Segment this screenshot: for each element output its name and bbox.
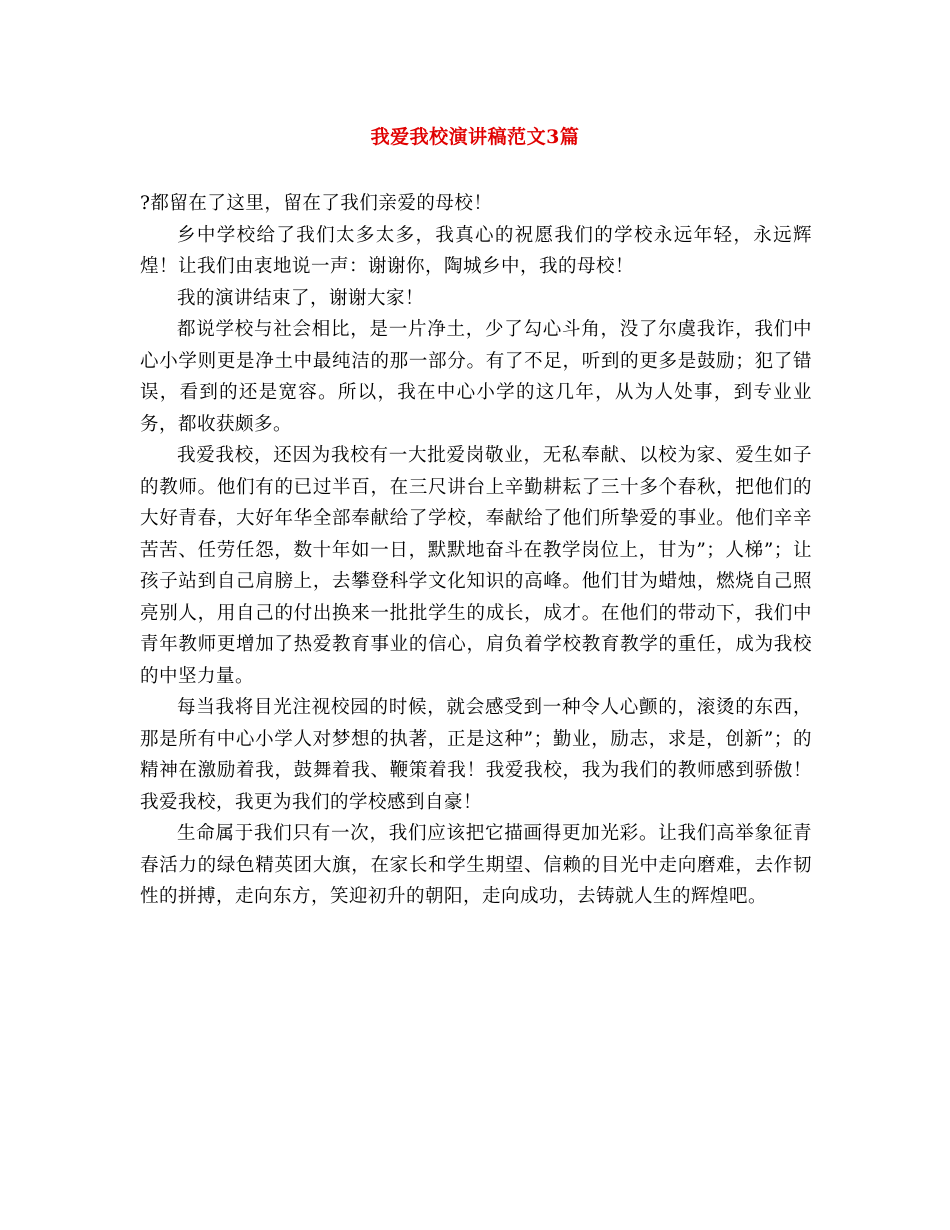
paragraph-2: 乡中学校给了我们太多太多，我真心的祝愿我们的学校永远年轻，永远辉煌！让我们由衷地说一声：谢谢你，陶城乡中，我的母校！ bbox=[140, 224, 812, 277]
document-title: 我爱我校演讲稿范文3篇 bbox=[370, 126, 580, 148]
paragraph-4: 都说学校与社会相比，是一片净土，少了勾心斗角，没了尔虞我诈，我们中心小学则更是净土中最纯洁的那一部分。有了不足，听到的更多是鼓励；犯了错误，看到的还是宽容。所以，我在中心小学的这几年，从为人处事，到专业业务，都收获颇多。 bbox=[140, 319, 812, 435]
paragraph-1: ?都留在了这里，留在了我们亲爱的母校！ bbox=[140, 193, 493, 214]
document-body bbox=[140, 188, 812, 913]
paragraph-3: 我的演讲结束了，谢谢大家！ bbox=[177, 287, 425, 309]
paragraph-5: 我爱我校，还因为我校有一大批爱岗敬业，无私奉献、以校为家、爱生如子的教师。他们有的已过半百，在三尺讲台上辛勤耕耘了三十多个春秋，把他们的大好青春，大好年华全部奉献给了学校，奉献给了他们所挚爱的事业。他们辛辛苦苦、任劳任怨，数十年如一日，默默地奋斗在教学岗位上，甘为”；人梯”；让孩子站到自己肩膀上，去攀登科学文化知识的高峰。他们甘为蜡烛，燃烧自己照亮别人，用自己的付出换来一批批学生的成长，成才。在他们的带动下，我们中青年教师更增加了热爱教育事业的信心，肩负着学校教育教学的重任，成为我校的中坚力量。 bbox=[140, 445, 812, 687]
paragraph-7: 生命属于我们只有一次，我们应该把它描画得更加光彩。让我们高举象征青春活力的绿色精英团大旗，在家长和学生期望、信赖的目光中走向磨难，去作韧性的拼搏，走向东方，笑迎初升的朝阳，走向成功，去铸就人生的辉煌吧。 bbox=[140, 823, 812, 907]
paragraph-6: 每当我将目光注视校园的时候，就会感受到一种令人心颤的，滚烫的东西，那是所有中心小学人对梦想的执著，正是这种”；勤业，励志，求是，创新”；的精神在激励着我，鼓舞着我、鞭策着我！我爱我校，我为我们的教师感到骄傲！我爱我校，我更为我们的学校感到自豪！ bbox=[140, 697, 812, 813]
